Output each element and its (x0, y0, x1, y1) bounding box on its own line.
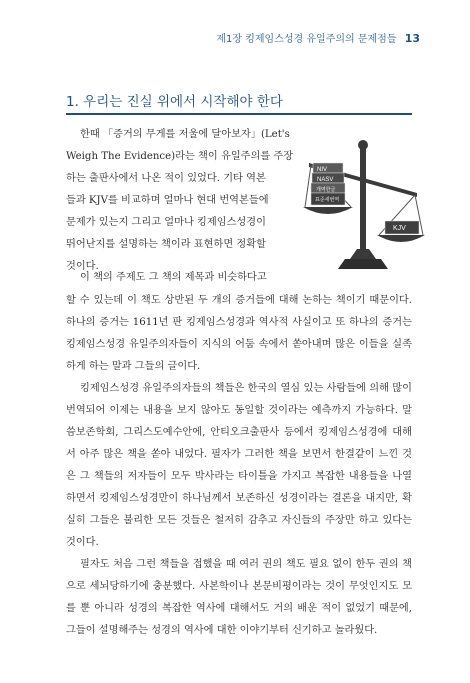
body-line: 필자도 처음 그런 책들을 접했을 때 여러 권의 책도 필요 없이 한두 권의 책 (80, 559, 412, 570)
heading-rule (66, 113, 412, 115)
figure-label-krv: 개역한글 (316, 187, 336, 193)
body-line: 으로 세뇌당하기에 충분했다. 사본학이나 본문비평이라는 것이 무엇인지도 모 (66, 581, 412, 592)
running-header (216, 30, 420, 45)
body-line: 하면서 킹제임스성경만이 하나님께서 보존하신 성경이라는 결론을 내지만, 확 (66, 493, 412, 504)
body-line: 서 아주 많은 책을 쏟아 내었다. 필자가 그러한 책을 보면서 한결같이 느낀 것 (66, 449, 412, 460)
scale-figure (303, 135, 425, 270)
body-line: 은 그 책들의 저자들이 모두 박사라는 타이틀을 가지고 복잡한 내용들을 나열 (66, 471, 412, 482)
body-line: 킹제임스성경 유일주의자들의 책들은 한국의 열심 있는 사람들에 의해 많이 (80, 383, 412, 394)
body-line: 할 수 있는데 이 책도 상반된 두 개의 증거들에 대해 논하는 책이기 때문이다. (66, 295, 412, 306)
body-line: Weigh The Evidence)라는 책이 유일주의를 주장 (66, 151, 294, 162)
balance-scale-icon (303, 135, 425, 270)
body-line: 하게 하는 말과 그들의 글이다. (66, 361, 201, 372)
figure-label-nasv: NASV (317, 177, 334, 183)
body-line: 것이다. (66, 261, 99, 272)
body-line: 문제가 있는지 그리고 얼마나 킹제임스성경이 (66, 217, 266, 228)
figure-label-niv: NIV (317, 167, 328, 173)
figure-label-kjv: KJV (393, 225, 406, 232)
page-number: 13 (404, 32, 420, 45)
section-heading: 1. 우리는 진실 위에서 시작해야 한다 (66, 94, 283, 110)
body-line: 하는 출판사에서 나온 적이 있었다. 기타 역본 (66, 173, 266, 184)
body-line: 것이다. (66, 537, 99, 548)
body-line: 들과 KJV를 비교하며 얼마나 현대 번역본들에 (66, 195, 269, 206)
body-line: 씀보존학회, 그리스도예수안에, 안티오크출판사 등에서 킹제임스성경에 대해 (66, 427, 412, 438)
chapter-title: 제1장 킹제임스성경 유일주의의 문제점들 (216, 34, 397, 45)
body-line: 하나의 증거는 1611년 판 킹제임스성경과 역사적 사실이고 또 하나의 증거는 (66, 317, 412, 328)
figure-label-nkrv: 표준새번역 (315, 197, 340, 203)
body-line: 번역되어 이제는 내용을 보지 않아도 동일할 것이라는 예측까지 가능하다. 말 (66, 405, 412, 416)
body-line: 실히 그들은 불리한 모든 것들은 철저히 감추고 자신들의 주장만 하고 있다는 (66, 515, 412, 526)
body-line: 이 책의 주제도 그 책의 제목과 비슷하다고 (80, 272, 267, 283)
body-line: 를 뿐 아니라 성경의 복잡한 역사에 대해서도 거의 배운 적이 없었기 때문에, (66, 603, 412, 614)
body-line: 그들이 설명해주는 성경의 역사에 대한 이야기부터 신기하고 놀라웠다. (66, 625, 378, 636)
body-line: 한때 「증거의 무게를 저울에 달아보자」(Let's (80, 129, 290, 140)
body-line: 뛰어난지를 설명하는 책이라 표현하면 정확할 (66, 239, 266, 250)
body-line: 킹제임스성경 유일주의자들이 지식의 어둠 속에서 쏟아내며 많은 이들을 실족 (66, 339, 412, 350)
